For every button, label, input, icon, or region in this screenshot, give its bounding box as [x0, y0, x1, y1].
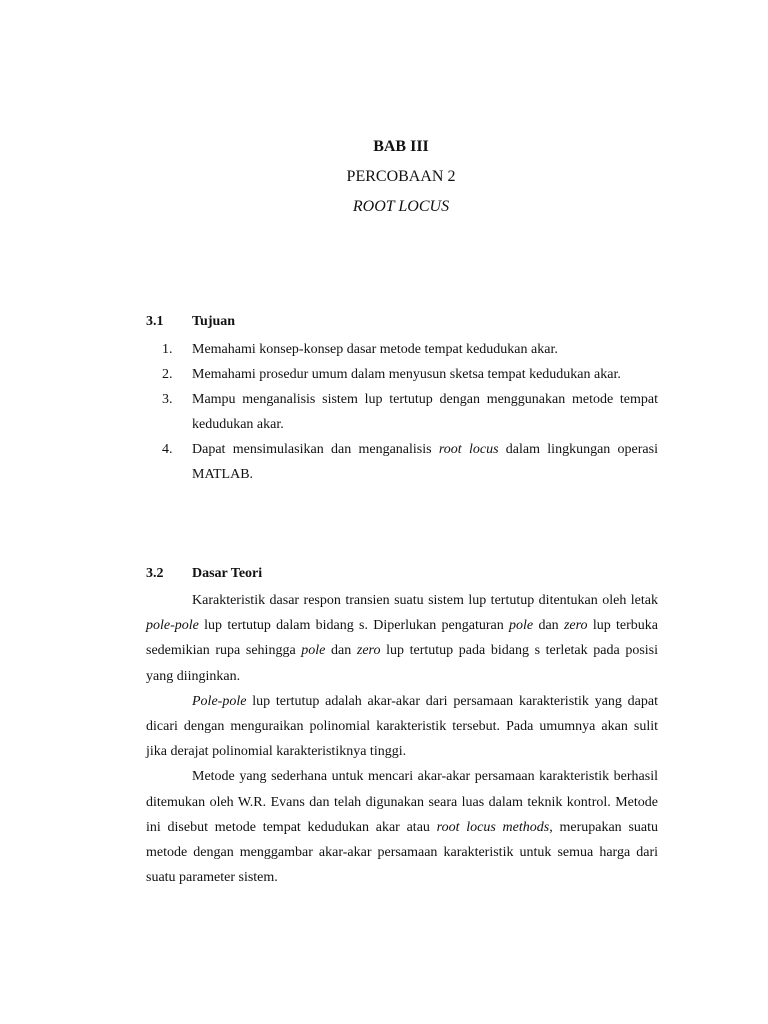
list-number: 2. — [162, 367, 173, 382]
list-number: 4. — [162, 442, 173, 457]
section-title: Dasar Teori — [192, 566, 263, 581]
theory-paragraph — [146, 689, 658, 765]
list-number: 3. — [162, 392, 173, 407]
topic-title: ROOT LOCUS — [352, 198, 450, 215]
text-run: lup tertutup pada bidang s terletak pada posisi yang diinginkan. — [146, 643, 659, 684]
objective-item — [146, 337, 658, 362]
text-run: Dapat mensimulasikan dan menganalisis — [192, 442, 439, 457]
italic-term: zero — [356, 643, 381, 659]
theory-paragraph — [146, 588, 658, 689]
section-heading-tujuan — [146, 312, 235, 332]
italic-term: zero — [563, 618, 588, 634]
list-number: 1. — [162, 342, 173, 357]
theory-paragraph — [146, 764, 658, 890]
section-heading-dasar-teori — [146, 564, 262, 584]
text-run: Metode yang sederhana untuk mencari akar-akar persamaan karakteristik berhasil ditemukan oleh W.R. Evans dan telah digunakan seara luas dalam teknik kontrol. Metode ini disebut metode tempat kedudukan akar atau — [146, 769, 658, 835]
text-run: lup tertutup adalah akar-akar dari persamaan karakteristik yang dapat dicari dengan menguraikan polinomial karakteristik tersebut. Pada umumnya akan sulit jika derajat polinomial karakteristiknya tinggi. — [146, 693, 658, 760]
italic-term: root locus methods — [436, 819, 550, 835]
text-run: Karakteristik dasar respon transien suatu sistem lup tertutup ditentukan oleh letak — [192, 593, 658, 608]
section-number: 3.2 — [146, 566, 164, 581]
italic-term: root locus — [438, 442, 499, 457]
title-block — [0, 137, 768, 227]
text-run: Memahami prosedur umum dalam menyusun sketsa tempat kedudukan akar. — [192, 367, 621, 382]
text-run: lup terbuka sedemikian rupa sehingga — [146, 618, 658, 659]
experiment-title: PERCOBAAN 2 — [346, 168, 456, 185]
section-title: Tujuan — [192, 314, 236, 329]
text-run: lup tertutup dalam bidang s. Diperlukan pengaturan — [198, 618, 510, 634]
text-run: Memahami konsep-konsep dasar metode tempat kedudukan akar. — [192, 342, 558, 357]
text-run: Mampu menganalisis sistem lup tertutup dengan menggunakan metode tempat kedudukan akar. — [192, 392, 658, 432]
objective-item — [146, 437, 658, 487]
text-run: dan — [325, 643, 357, 659]
text-run: dan — [533, 618, 564, 634]
objectives-list — [146, 337, 658, 487]
theory-body — [146, 588, 658, 890]
chapter-title: BAB III — [373, 138, 429, 155]
italic-term: pole — [509, 618, 534, 634]
italic-term: Pole-pole — [192, 693, 247, 709]
italic-term: pole-pole — [146, 618, 199, 634]
objective-item — [146, 387, 658, 437]
objective-item — [146, 362, 658, 387]
italic-term: pole — [301, 643, 326, 659]
text-run: , merupakan suatu metode dengan menggambar akar-akar persamaan karakteristik untuk semua harga dari suatu parameter sistem. — [146, 819, 658, 886]
section-number: 3.1 — [146, 314, 164, 329]
text-run: dalam lingkungan operasi MATLAB. — [192, 442, 658, 482]
